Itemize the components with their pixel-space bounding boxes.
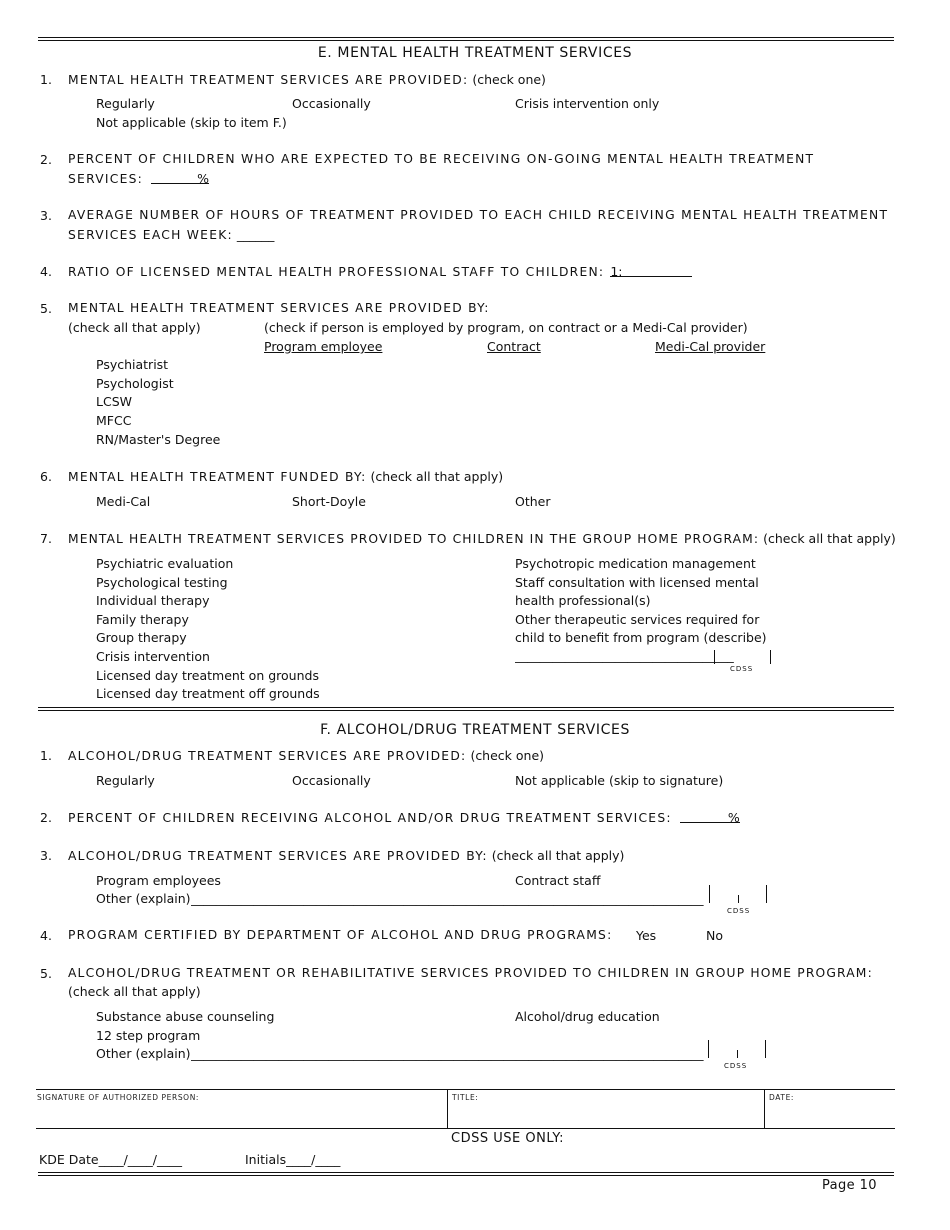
f5-option-12-step[interactable]: 12 step program [96, 1028, 201, 1043]
e4-ratio-prefix: 1: [610, 264, 623, 279]
e3-label: SERVICES EACH WEEK: [68, 228, 233, 242]
f5-cdss-tick [765, 1040, 766, 1058]
e7-cdss-label: CDSS [730, 665, 754, 673]
e7-question [68, 531, 896, 546]
signature-label: SIGNATURE OF AUTHORIZED PERSON: [37, 1093, 200, 1102]
e2-percent-sign: % [197, 171, 210, 186]
f1-label: ALCOHOL/DRUG TREATMENT SERVICES ARE PROVIDED: [68, 749, 467, 763]
f3-label: ALCOHOL/DRUG TREATMENT SERVICES ARE PROVIDED BY: [68, 849, 488, 863]
e7-describe-field[interactable]: ___________________________________ [515, 648, 734, 663]
f2-question [68, 810, 740, 825]
e2-line1: PERCENT OF CHILDREN WHO ARE EXPECTED TO BE RECEIVING ON-GOING MENTAL HEALTH TREATMENT [68, 152, 815, 166]
f2-label: PERCENT OF CHILDREN RECEIVING ALCOHOL AND/OR DRUG TREATMENT SERVICES: [68, 811, 672, 825]
f4-option-no[interactable]: No [706, 928, 723, 943]
f1-option-occasionally[interactable]: Occasionally [292, 773, 371, 788]
e1-question [68, 72, 546, 87]
section-e-title: E. MENTAL HEALTH TREATMENT SERVICES [317, 45, 633, 61]
e5-col-medical-provider: Medi-Cal provider [655, 339, 766, 354]
f5-cdss-label: CDSS [724, 1062, 748, 1070]
e7-item-family-therapy[interactable]: Family therapy [96, 612, 189, 627]
section-e-top-rule [38, 37, 894, 41]
e5-note-right: (check if person is employed by program, on contract or a Medi-Cal provider) [264, 320, 748, 335]
e2-line2 [68, 171, 209, 186]
f3-cdss-label: CDSS [727, 907, 751, 915]
e4-label: RATIO OF LICENSED MENTAL HEALTH PROFESSIONAL STAFF TO CHILDREN: [68, 265, 605, 279]
e7-item-group-therapy[interactable]: Group therapy [96, 630, 187, 645]
e6-question [68, 469, 503, 484]
e5-col-program-employee: Program employee [264, 339, 383, 354]
e1-option-not-applicable[interactable]: Not applicable (skip to item F.) [96, 115, 287, 130]
f5-option-other[interactable]: Other (explain) [96, 1046, 191, 1061]
date-box[interactable] [764, 1089, 895, 1129]
e5-staff-psychologist[interactable]: Psychologist [96, 376, 174, 391]
f3-option-contract-staff[interactable]: Contract staff [515, 873, 601, 888]
f5-cdss-tick [737, 1050, 738, 1058]
f5-other-explain-field[interactable]: __________________________________________________________________________________ [191, 1046, 704, 1061]
section-f-top-rule [38, 707, 894, 711]
f5-label: ALCOHOL/DRUG TREATMENT OR REHABILITATIVE SERVICES PROVIDED TO CHILDREN IN GROUP HOME PROGRAM: [68, 966, 873, 980]
signature-box[interactable] [36, 1089, 447, 1129]
page-number: Page 10 [822, 1178, 877, 1193]
f1-question [68, 748, 544, 763]
e7-item-individual-therapy[interactable]: Individual therapy [96, 593, 210, 608]
e1-number: 1. [40, 72, 52, 87]
date-label: DATE: [769, 1093, 795, 1102]
e6-note: (check all that apply) [370, 469, 504, 484]
e1-option-regularly[interactable]: Regularly [96, 96, 155, 111]
e5-staff-rn[interactable]: RN/Master's Degree [96, 432, 221, 447]
e4-question [68, 264, 692, 279]
e1-note: (check one) [472, 72, 546, 87]
initials-field[interactable]: Initials____/____ [245, 1152, 341, 1167]
f5-number: 5. [40, 966, 52, 981]
f1-note: (check one) [470, 748, 545, 763]
e7-item-staff-consultation[interactable]: Staff consultation with licensed mental [515, 575, 759, 590]
f5-option-substance-abuse[interactable]: Substance abuse counseling [96, 1009, 275, 1024]
e7-label: MENTAL HEALTH TREATMENT SERVICES PROVIDED TO CHILDREN IN THE GROUP HOME PROGRAM: [68, 532, 760, 546]
e2-label: SERVICES: [68, 172, 144, 186]
f5-note: (check all that apply) [68, 984, 201, 999]
e1-option-crisis[interactable]: Crisis intervention only [515, 96, 660, 111]
e4-number: 4. [40, 264, 52, 279]
f4-label: PROGRAM CERTIFIED BY DEPARTMENT OF ALCOHOL AND DRUG PROGRAMS: [68, 928, 613, 942]
e7-cdss-tick [714, 650, 715, 664]
e7-item-psychiatric-evaluation[interactable]: Psychiatric evaluation [96, 556, 234, 571]
f2-percent-field[interactable] [680, 810, 740, 823]
f3-cdss-tick [738, 895, 739, 903]
kde-date-field[interactable]: KDE Date____/____/____ [39, 1152, 182, 1167]
e3-line2 [68, 227, 274, 242]
title-box[interactable] [447, 1089, 765, 1129]
f3-other-explain-field[interactable]: __________________________________________________________________________________ [191, 891, 704, 906]
e1-option-occasionally[interactable]: Occasionally [292, 96, 371, 111]
e1-label: MENTAL HEALTH TREATMENT SERVICES ARE PROVIDED: [68, 73, 469, 87]
f1-number: 1. [40, 748, 52, 763]
bottom-rule [38, 1172, 894, 1176]
f3-question [68, 848, 624, 863]
f4-number: 4. [40, 928, 52, 943]
f3-option-program-employees[interactable]: Program employees [96, 873, 221, 888]
e7-item-psychotropic[interactable]: Psychotropic medication management [515, 556, 756, 571]
e6-label: MENTAL HEALTH TREATMENT FUNDED BY: [68, 470, 367, 484]
f1-option-not-applicable[interactable]: Not applicable (skip to signature) [515, 773, 724, 788]
e5-col-contract: Contract [487, 339, 541, 354]
title-label: TITLE: [452, 1093, 479, 1102]
f2-number: 2. [40, 810, 52, 825]
e7-number: 7. [40, 531, 52, 546]
e6-number: 6. [40, 469, 52, 484]
e4-ratio-field[interactable] [610, 264, 692, 277]
f3-number: 3. [40, 848, 52, 863]
e2-percent-field[interactable] [151, 171, 209, 184]
f5-cdss-tick [708, 1040, 709, 1058]
f3-cdss-tick [766, 885, 767, 903]
e7-item-other-therapeutic-cont: child to benefit from program (describe) [515, 630, 767, 645]
e7-item-psychological-testing[interactable]: Psychological testing [96, 575, 228, 590]
e7-item-other-therapeutic[interactable]: Other therapeutic services required for [515, 612, 760, 627]
f4-option-yes[interactable]: Yes [636, 928, 657, 943]
f3-option-other[interactable]: Other (explain) [96, 891, 191, 906]
e6-option-short-doyle[interactable]: Short-Doyle [292, 494, 366, 509]
e5-note-left: (check all that apply) [68, 320, 201, 335]
e7-item-crisis-intervention[interactable]: Crisis intervention [96, 649, 210, 664]
e5-staff-psychiatrist[interactable]: Psychiatrist [96, 357, 169, 372]
cdss-use-only-heading: CDSS USE ONLY: [451, 1131, 564, 1146]
e6-option-medical[interactable]: Medi-Cal [96, 494, 151, 509]
f1-option-regularly[interactable]: Regularly [96, 773, 155, 788]
e7-item-day-treatment-off[interactable]: Licensed day treatment off grounds [96, 686, 320, 701]
e6-option-other[interactable]: Other [515, 494, 551, 509]
e5-staff-mfcc[interactable]: MFCC [96, 413, 132, 428]
f3-note: (check all that apply) [491, 848, 625, 863]
e3-line1: AVERAGE NUMBER OF HOURS OF TREATMENT PROVIDED TO EACH CHILD RECEIVING MENTAL HEALTH TREATMENT [68, 208, 889, 222]
e7-cdss-tick [770, 650, 771, 664]
e3-hours-field[interactable]: ______ [236, 227, 275, 242]
f2-percent-sign: % [727, 810, 740, 825]
e5-label: MENTAL HEALTH TREATMENT SERVICES ARE PROVIDED BY: [68, 301, 490, 315]
e7-note: (check all that apply) [763, 531, 896, 546]
e5-staff-lcsw[interactable]: LCSW [96, 394, 132, 409]
f5-option-education[interactable]: Alcohol/drug education [515, 1009, 660, 1024]
e5-number: 5. [40, 301, 52, 316]
e2-number: 2. [40, 152, 52, 167]
e7-item-day-treatment-on[interactable]: Licensed day treatment on grounds [96, 668, 319, 683]
e7-item-staff-consultation-cont: health professional(s) [515, 593, 651, 608]
f3-cdss-tick [709, 885, 710, 903]
e3-number: 3. [40, 208, 52, 223]
section-f-title: F. ALCOHOL/DRUG TREATMENT SERVICES [320, 722, 630, 738]
